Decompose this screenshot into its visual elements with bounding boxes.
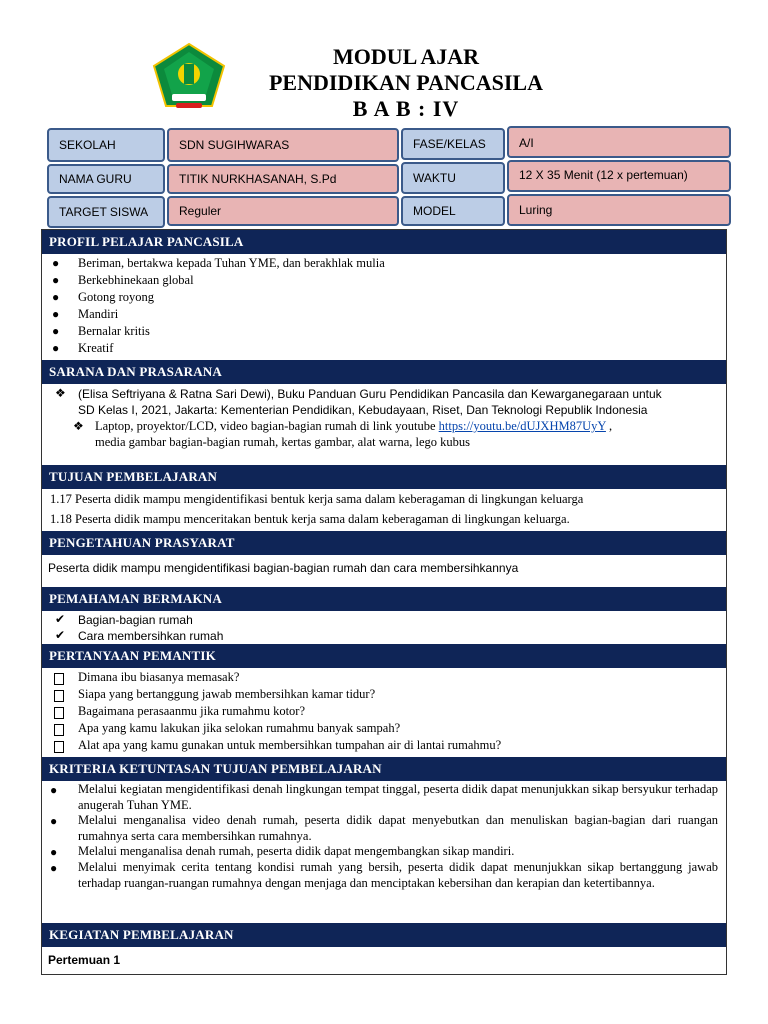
fase-value: A/I [507,126,731,158]
tujuan-item: 1.17 Peserta didik mampu mengidentifikasi bentuk kerja sama dalam keberagaman di lingkungan keluarga [50,492,584,506]
profil-item: Beriman, bertakwa kepada Tuhan YME, dan berakhlak mulia [78,256,385,270]
pertemuan-label: Pertemuan 1 [48,953,121,967]
pemantik-item: Alat apa yang kamu gunakan untuk membersihkan tumpahan air di lantai rumahmu? [78,738,502,752]
kegiatan-header: KEGIATAN PEMBELAJARAN [42,923,726,947]
profil-item: Bernalar kritis [78,324,150,338]
kriteria-item: Melalui menganalisa denah rumah, peserta didik dapat mengembangkan sikap mandiri. [78,844,515,858]
empty-box-icon [54,707,64,719]
profil-item: Kreatif [78,341,114,355]
kriteria-item: Melalui menganalisa video denah rumah, peserta didik dapat menyebutkan dan menuliskan bagian-bagian dari ruangan rumahnya serta cara membersihkan rumahnya. [78,813,718,843]
prasyarat-header: PENGETAHUAN PRASYARAT [42,531,726,555]
bullet-icon: ● [50,861,58,875]
prasyarat-text: Peserta didik mampu mengidentifikasi bagian-bagian rumah dan cara membersihkannya [48,561,519,575]
guru-label: NAMA GURU [47,164,165,194]
bullet-icon: ● [52,273,60,287]
pemantik-item: Bagaimana perasaanmu jika rumahmu kotor? [78,704,306,718]
title-line-3: B A B : IV [352,96,460,121]
pemantik-item: Siapa yang bertanggung jawab membersihkan kamar tidur? [78,687,376,701]
target-value: Reguler [167,196,399,226]
youtube-link[interactable]: https://youtu.be/dUJXHM87UyY [438,419,606,433]
bullet-icon: ● [50,814,58,828]
kriteria-item: Melalui kegiatan mengidentifikasi denah lingkungan tempat tinggal, peserta didik dapat menunjukkan sikap bersyukur terhadap anugerah Tuhan YME. [78,782,718,812]
pemahaman-item: Cara membersihkan rumah [78,629,224,643]
profil-item: Gotong royong [78,290,155,304]
pemantik-item: Apa yang kamu lakukan jika selokan rumahmu banyak sampah? [78,721,401,735]
bullet-icon: ● [50,845,58,859]
diamond-bullet-icon: ❖ [73,419,84,433]
profil-item: Berkebhinekaan global [78,273,194,287]
bullet-icon: ● [52,290,60,304]
sekolah-value: SDN SUGIHWARAS [167,128,399,162]
diamond-bullet-icon: ❖ [55,386,66,400]
tujuan-item: 1.18 Peserta didik mampu menceritakan bentuk kerja sama dalam keberagaman di lingkungan keluarga. [50,512,570,526]
fase-label: FASE/KELAS [401,128,505,160]
sarana-item-2-line-2: media gambar bagian-bagian rumah, kertas gambar, alat warna, lego kubus [95,435,471,449]
profil-item: Mandiri [78,307,119,321]
model-value: Luring [507,194,731,226]
bullet-icon: ● [52,256,60,270]
bullet-icon: ● [50,783,58,797]
pemahaman-header: PEMAHAMAN BERMAKNA [42,587,726,611]
bullet-icon: ● [52,307,60,321]
sarana-header: SARANA DAN PRASARANA [42,360,726,384]
guru-value: TITIK NURKHASANAH, S.Pd [167,164,399,194]
tujuan-header: TUJUAN PEMBELAJARAN [42,465,726,489]
bullet-icon: ● [52,341,60,355]
checkmark-icon: ✔ [55,612,66,626]
sarana-item-1-line-1: (Elisa Seftriyana & Ratna Sari Dewi), Buku Panduan Guru Pendidikan Pancasila dan Kewarganegaraan untuk [78,387,662,401]
pemantik-header: PERTANYAAN PEMANTIK [42,644,726,668]
kriteria-header: KRITERIA KETUNTASAN TUJUAN PEMBELAJARAN [42,757,726,781]
title-line-2: PENDIDIKAN PANCASILA [268,70,543,95]
pemahaman-item: Bagian-bagian rumah [78,613,193,627]
waktu-label: WAKTU [401,162,505,194]
waktu-value: 12 X 35 Menit (12 x pertemuan) [507,160,731,192]
sarana-item-1-line-2: SD Kelas I, 2021, Jakarta: Kementerian Pendidikan, Kebudayaan, Riset, Dan Teknologi Republik Indonesia [78,403,648,417]
sekolah-label: SEKOLAH [47,128,165,162]
empty-box-icon [54,673,64,685]
model-label: MODEL [401,196,505,226]
pemantik-item: Dimana ibu biasanya memasak? [78,670,240,684]
profil-header: PROFIL PELAJAR PANCASILA [42,230,726,254]
empty-box-icon [54,741,64,753]
target-label: TARGET SISWA [47,196,165,228]
kemenag-logo-icon [150,42,228,110]
title-line-1: MODUL AJAR [332,44,480,69]
empty-box-icon [54,724,64,736]
checkmark-icon: ✔ [55,628,66,642]
sarana-item-2-line-1: Laptop, proyektor/LCD, video bagian-bagian rumah di link youtube https://youtu.be/dUJXHM87UyY , [95,419,613,433]
empty-box-icon [54,690,64,702]
kriteria-item: Melalui menyimak cerita tentang kondisi rumah yang bersih, peserta didik dapat menunjukkan sikap bertanggung jawab terhadap ruangan-ruangan rumahnya dengan menjaga dan menciptakan kebersihan dan kerapian dan ketertibannya. [78,860,718,890]
bullet-icon: ● [52,324,60,338]
